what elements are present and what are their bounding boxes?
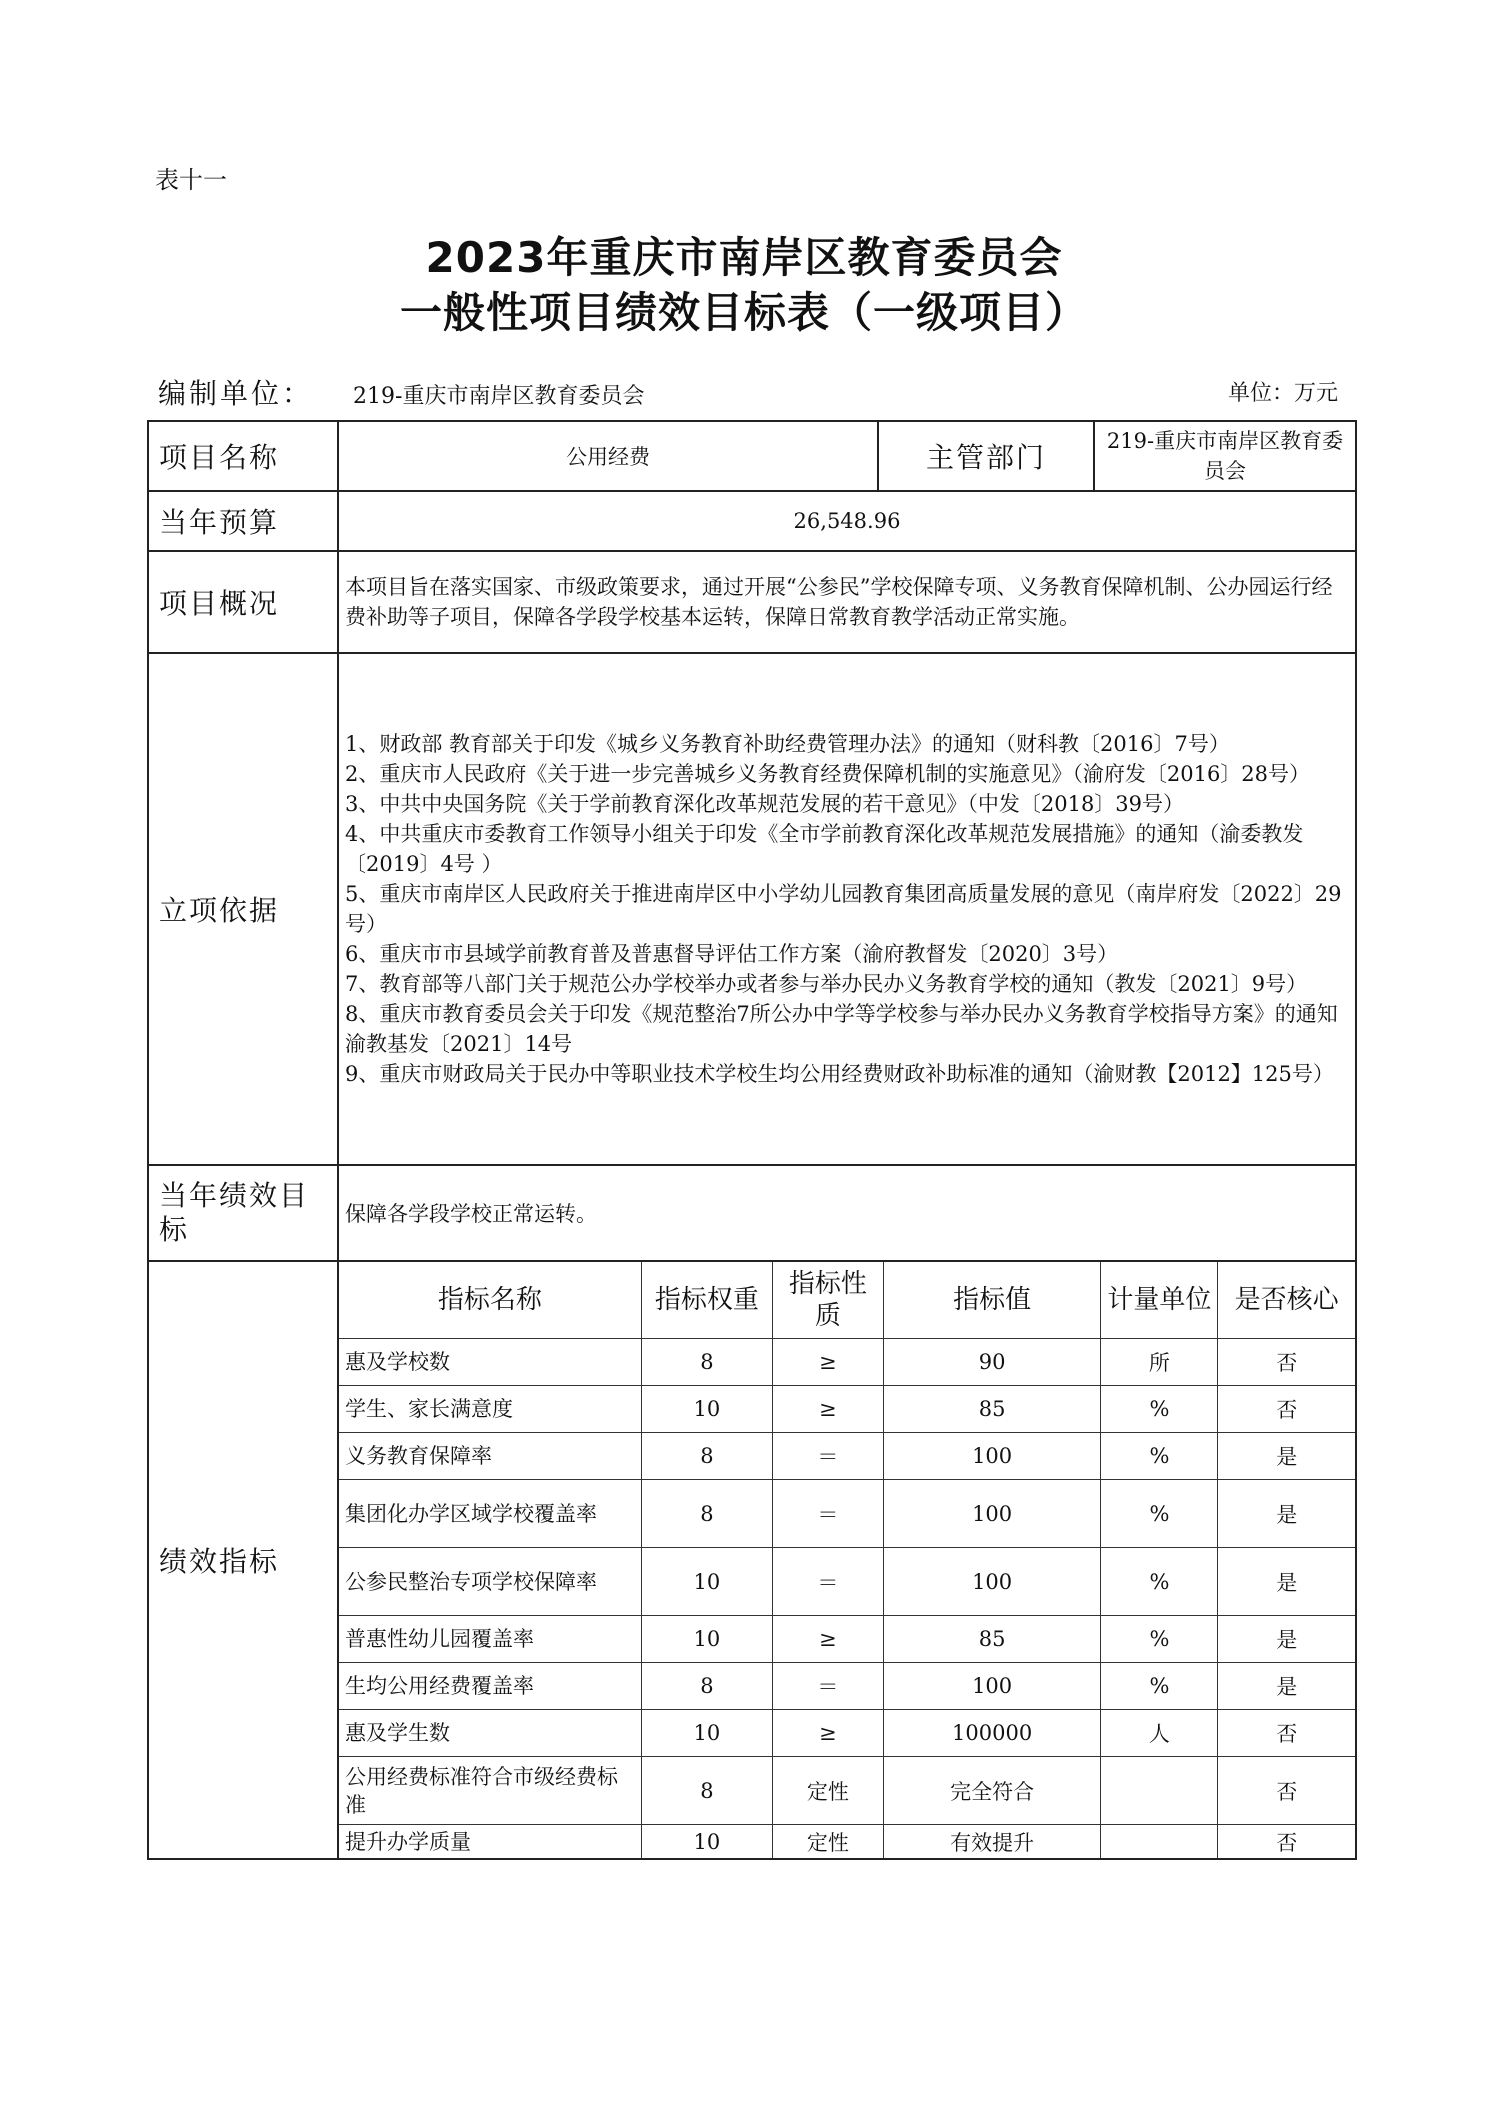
header-indicator-name: 指标名称: [339, 1262, 641, 1339]
department-label: 主管部门: [878, 421, 1094, 491]
table-row: [339, 1663, 1355, 1710]
indicator-unit: [1101, 1825, 1218, 1859]
header-indicator-weight: 指标权重: [641, 1262, 772, 1339]
budget-row: [148, 491, 1356, 551]
table-row: [339, 1548, 1355, 1616]
table-row: [339, 1757, 1355, 1825]
overview-row: [148, 551, 1356, 653]
indicators-label: 绩效指标: [148, 1261, 338, 1859]
indicator-header-row: [339, 1262, 1355, 1339]
basis-list: [338, 653, 1356, 1165]
indicator-core: 否: [1218, 1825, 1355, 1859]
indicator-name: 公参民整治专项学校保障率: [339, 1548, 641, 1616]
indicator-nature: ≥: [772, 1616, 883, 1663]
indicator-name: 集团化办学区域学校覆盖率: [339, 1480, 641, 1548]
indicator-core: 否: [1218, 1757, 1355, 1825]
table-row: [339, 1386, 1355, 1433]
basis-item: 6、重庆市市县域学前教育普及普惠督导评估工作方案（渝府教督发〔2020〕3号）: [345, 942, 1119, 966]
header-indicator-nature: 指标性质: [772, 1262, 883, 1339]
project-name-row: [148, 421, 1356, 491]
basis-item: 9、重庆市财政局关于民办中等职业技术学校生均公用经费财政补助标准的通知（渝财教【2012】125号）: [345, 1062, 1334, 1086]
indicator-value: 100: [883, 1480, 1101, 1548]
indicator-unit: %: [1101, 1548, 1218, 1616]
indicator-value: 90: [883, 1339, 1101, 1386]
indicator-value: 100: [883, 1548, 1101, 1616]
indicator-nature: ＝: [772, 1433, 883, 1480]
basis-row: [148, 653, 1356, 1165]
indicator-unit: %: [1101, 1433, 1218, 1480]
indicator-value: 有效提升: [883, 1825, 1101, 1859]
goal-label: 当年绩效目标: [148, 1165, 338, 1261]
currency-unit: 单位：万元: [1227, 381, 1338, 406]
header-indicator-unit: 计量单位: [1101, 1262, 1218, 1339]
indicator-nature: ＝: [772, 1480, 883, 1548]
page-title-line1: 2023年重庆市南岸区教育委员会: [425, 233, 1063, 282]
basis-item: 1、财政部 教育部关于印发《城乡义务教育补助经费管理办法》的通知（财科教〔2016〕7号）: [345, 732, 1230, 756]
goal-value: 保障各学段学校正常运转。: [338, 1165, 1356, 1261]
table-number: 表十一: [155, 166, 227, 194]
project-name-value: 公用经费: [338, 421, 878, 491]
budget-label: 当年预算: [148, 491, 338, 551]
basis-label: 立项依据: [148, 653, 338, 1165]
indicator-name: 普惠性幼儿园覆盖率: [339, 1616, 641, 1663]
indicator-weight: 10: [641, 1548, 772, 1616]
budget-value: 26,548.96: [338, 491, 1356, 551]
indicator-nature: ≥: [772, 1339, 883, 1386]
basis-item: 4、中共重庆市委教育工作领导小组关于印发《全市学前教育深化改革规范发展措施》的通知（渝委教发〔2019〕4号 ）: [345, 822, 1304, 876]
indicator-core: 是: [1218, 1433, 1355, 1480]
indicator-name: 惠及学生数: [339, 1710, 641, 1757]
indicator-unit: %: [1101, 1480, 1218, 1548]
indicator-name: 生均公用经费覆盖率: [339, 1663, 641, 1710]
indicator-weight: 8: [641, 1339, 772, 1386]
table-row: [339, 1339, 1355, 1386]
header-indicator-value: 指标值: [883, 1262, 1101, 1339]
indicator-core: 是: [1218, 1663, 1355, 1710]
overview-value: 本项目旨在落实国家、市级政策要求，通过开展“公参民”学校保障专项、义务教育保障机制、公办园运行经费补助等子项目，保障各学段学校基本运转，保障日常教育教学活动正常实施。: [338, 551, 1356, 653]
indicator-table: [339, 1262, 1355, 1858]
indicator-name: 学生、家长满意度: [339, 1386, 641, 1433]
indicator-nature: ≥: [772, 1386, 883, 1433]
indicator-weight: 10: [641, 1616, 772, 1663]
indicator-nature: ＝: [772, 1548, 883, 1616]
basis-item: 2、重庆市人民政府《关于进一步完善城乡义务教育经费保障机制的实施意见》（渝府发〔2016〕28号）: [345, 762, 1311, 786]
basis-item: 3、中共中央国务院《关于学前教育深化改革规范发展的若干意见》（中发〔2018〕39号）: [345, 792, 1185, 816]
indicator-name: 惠及学校数: [339, 1339, 641, 1386]
performance-table: [147, 420, 1357, 1860]
indicator-core: 是: [1218, 1480, 1355, 1548]
indicators-row: [148, 1261, 1356, 1859]
department-value: 219-重庆市南岸区教育委员会: [1094, 421, 1356, 491]
indicator-core: 否: [1218, 1386, 1355, 1433]
page-title-line2: 一般性项目绩效目标表（一级项目）: [399, 288, 1088, 337]
indicator-nature: ≥: [772, 1710, 883, 1757]
table-row: [339, 1825, 1355, 1859]
indicator-weight: 10: [641, 1386, 772, 1433]
indicator-unit: %: [1101, 1663, 1218, 1710]
indicator-weight: 10: [641, 1710, 772, 1757]
indicator-name: 提升办学质量: [339, 1825, 641, 1859]
indicator-unit: %: [1101, 1386, 1218, 1433]
basis-item: 7、教育部等八部门关于规范公办学校举办或者参与举办民办义务教育学校的通知（教发〔2021〕9号）: [345, 972, 1308, 996]
indicator-unit: 所: [1101, 1339, 1218, 1386]
compile-unit-label: 编制单位：: [158, 377, 314, 410]
indicator-value: 100: [883, 1663, 1101, 1710]
indicator-value: 100000: [883, 1710, 1101, 1757]
indicator-nature: 定性: [772, 1825, 883, 1859]
indicator-unit: 人: [1101, 1710, 1218, 1757]
table-row: [339, 1616, 1355, 1663]
indicator-nature: 定性: [772, 1757, 883, 1825]
indicator-value: 85: [883, 1616, 1101, 1663]
overview-label: 项目概况: [148, 551, 338, 653]
indicator-value: 完全符合: [883, 1757, 1101, 1825]
indicator-nature: ＝: [772, 1663, 883, 1710]
indicator-unit: %: [1101, 1616, 1218, 1663]
indicator-value: 100: [883, 1433, 1101, 1480]
indicator-name: 公用经费标准符合市级经费标准: [339, 1757, 641, 1825]
indicator-core: 是: [1218, 1616, 1355, 1663]
indicator-weight: 8: [641, 1757, 772, 1825]
basis-item: 8、重庆市教育委员会关于印发《规范整治7所公办中学等学校参与举办民办义务教育学校指导方案》的通知渝教基发〔2021〕14号: [345, 1002, 1338, 1056]
indicator-core: 是: [1218, 1548, 1355, 1616]
header-indicator-core: 是否核心: [1218, 1262, 1355, 1339]
indicator-value: 85: [883, 1386, 1101, 1433]
indicator-name: 义务教育保障率: [339, 1433, 641, 1480]
indicator-weight: 8: [641, 1663, 772, 1710]
compile-unit: [158, 372, 644, 412]
table-row: [339, 1710, 1355, 1757]
goal-row: [148, 1165, 1356, 1261]
indicator-weight: 8: [641, 1480, 772, 1548]
basis-item: 5、重庆市南岸区人民政府关于推进南岸区中小学幼儿园教育集团高质量发展的意见（南岸府发〔2022〕29号）: [345, 882, 1342, 936]
indicator-core: 否: [1218, 1710, 1355, 1757]
table-row: [339, 1433, 1355, 1480]
indicator-core: 否: [1218, 1339, 1355, 1386]
compile-unit-value: 219-重庆市南岸区教育委员会: [353, 384, 645, 409]
table-row: [339, 1480, 1355, 1548]
project-name-label: 项目名称: [148, 421, 338, 491]
indicator-weight: 10: [641, 1825, 772, 1859]
indicator-weight: 8: [641, 1433, 772, 1480]
indicator-unit: [1101, 1757, 1218, 1825]
